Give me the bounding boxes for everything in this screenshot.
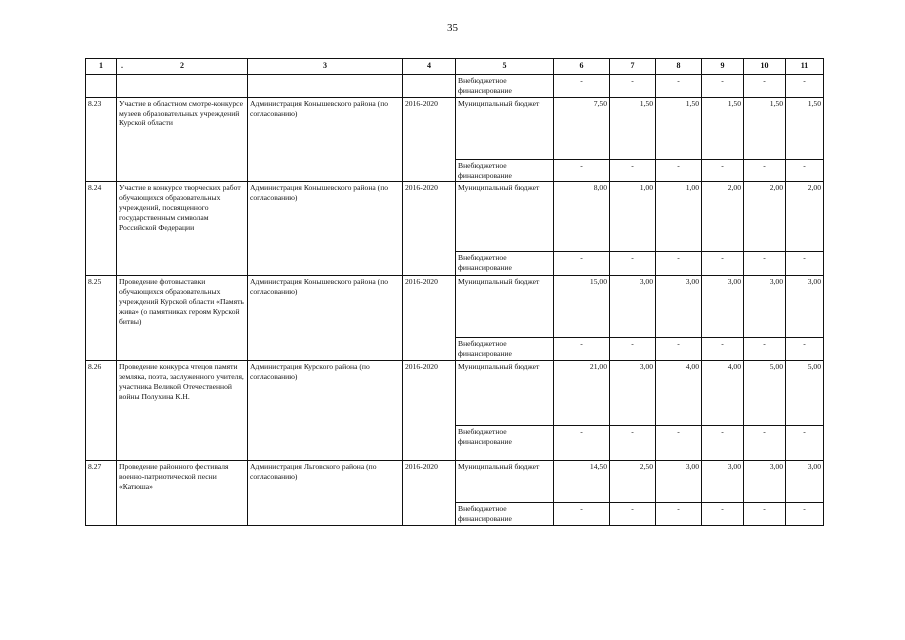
funding-source: Внебюджетное финансирование	[456, 75, 554, 98]
budget-table	[85, 58, 824, 526]
value-cell	[786, 182, 824, 252]
row-number: 8.25	[86, 276, 117, 361]
event-name: Участие в областном смотре-конкурсе музеев образовательных учреждений Курской области	[117, 97, 248, 182]
dash-cell: -	[656, 503, 702, 526]
header-cell: 9	[702, 59, 744, 75]
dash-cell: -	[610, 426, 656, 461]
value-cell	[610, 182, 656, 252]
value-cell	[554, 97, 610, 159]
value-text: 8,00	[593, 183, 607, 193]
dash-cell: -	[554, 159, 610, 182]
dash-cell: -	[744, 252, 786, 276]
header-cell: 10	[744, 59, 786, 75]
header-cell: 3	[248, 59, 403, 75]
dash-cell: -	[702, 252, 744, 276]
dash-cell: -	[786, 503, 824, 526]
dash-cell: -	[610, 159, 656, 182]
value-text: 1,00	[685, 183, 699, 193]
value-cell	[610, 361, 656, 426]
dash-cell: -	[610, 338, 656, 361]
value-text: 1,50	[807, 98, 821, 108]
dash-cell: -	[554, 426, 610, 461]
dash-cell: -	[656, 426, 702, 461]
funding-source: Муниципальный бюджет	[456, 276, 554, 338]
value-text: 21,00	[589, 362, 607, 372]
value-text: 3,00	[685, 277, 699, 287]
dash-cell: -	[702, 338, 744, 361]
value-text: 3,00	[639, 277, 653, 287]
dash-cell: -	[744, 503, 786, 526]
value-text: 3,00	[727, 277, 741, 287]
value-cell	[610, 97, 656, 159]
executor: Администрация Льговского района (по согласованию)	[248, 461, 403, 526]
dash-cell: -	[786, 159, 824, 182]
value-cell	[786, 461, 824, 503]
dash-cell: -	[656, 159, 702, 182]
funding-source: Муниципальный бюджет	[456, 361, 554, 426]
value-text: 4,00	[685, 362, 699, 372]
value-cell	[702, 97, 744, 159]
value-cell	[786, 276, 824, 338]
dash-cell: -	[744, 159, 786, 182]
row-number: 8.23	[86, 97, 117, 182]
value-cell	[702, 276, 744, 338]
value-text: 3,00	[769, 277, 783, 287]
event-name: Проведение фотовыставки обучающихся образовательных учреждений Курской области «Память жива» (о памятниках героям Курской битвы)	[117, 276, 248, 361]
value-text: 1,50	[639, 98, 653, 108]
value-text: 7,50	[593, 98, 607, 108]
period: 2016-2020	[403, 361, 456, 461]
value-text: 15,00	[589, 277, 607, 287]
value-cell	[744, 361, 786, 426]
value-cell	[656, 361, 702, 426]
funding-source: Внебюджетное финансирование	[456, 252, 554, 276]
header-cell: 8	[656, 59, 702, 75]
empty-cell	[403, 75, 456, 98]
row-number: 8.26	[86, 361, 117, 461]
dash-cell: -	[744, 338, 786, 361]
table-row	[86, 461, 824, 503]
value-cell	[554, 182, 610, 252]
table-row	[86, 361, 824, 426]
dash-cell: -	[786, 338, 824, 361]
dash-cell: -	[786, 252, 824, 276]
period: 2016-2020	[403, 276, 456, 361]
value-cell	[744, 461, 786, 503]
value-cell	[786, 361, 824, 426]
dash-cell: -	[744, 426, 786, 461]
period: 2016-2020	[403, 182, 456, 276]
page-number: 35	[447, 22, 458, 34]
dash-cell: -	[554, 338, 610, 361]
value-text: 1,00	[639, 183, 653, 193]
table-row	[86, 276, 824, 338]
funding-source: Внебюджетное финансирование	[456, 426, 554, 461]
value-text: 5,00	[769, 362, 783, 372]
row-number: 8.27	[86, 461, 117, 526]
value-text: 3,00	[639, 362, 653, 372]
value-text: 2,00	[727, 183, 741, 193]
dash-cell: -	[744, 75, 786, 98]
value-cell	[656, 276, 702, 338]
dash-cell: -	[702, 503, 744, 526]
dash-cell: -	[656, 338, 702, 361]
dash-cell: -	[786, 75, 824, 98]
dash-cell: -	[656, 75, 702, 98]
value-text: 1,50	[769, 98, 783, 108]
value-cell	[702, 182, 744, 252]
header-prefix: .	[121, 61, 123, 71]
empty-cell	[86, 75, 117, 98]
dash-cell: -	[554, 75, 610, 98]
event-name: Участие в конкурсе творческих работ обучающихся образовательных учреждений, посвященного государственным символам Российской Федерации	[117, 182, 248, 276]
dash-cell: -	[610, 503, 656, 526]
header-cell: 11	[786, 59, 824, 75]
value-cell	[744, 182, 786, 252]
value-cell	[554, 276, 610, 338]
executor: Администрация Курского района (по согласованию)	[248, 361, 403, 461]
value-cell	[702, 361, 744, 426]
funding-source: Муниципальный бюджет	[456, 461, 554, 503]
header-row	[86, 59, 824, 75]
value-text: 3,00	[685, 462, 699, 472]
value-cell	[656, 182, 702, 252]
value-cell	[702, 461, 744, 503]
value-text: 2,50	[639, 462, 653, 472]
extra-funding-row	[86, 75, 824, 98]
empty-cell	[248, 75, 403, 98]
funding-source: Внебюджетное финансирование	[456, 503, 554, 526]
value-cell	[744, 276, 786, 338]
period: 2016-2020	[403, 97, 456, 182]
dash-cell: -	[702, 159, 744, 182]
executor: Администрация Конышевского района (по согласованию)	[248, 276, 403, 361]
value-cell	[786, 97, 824, 159]
header-cell: 4	[403, 59, 456, 75]
dash-cell: -	[610, 252, 656, 276]
value-text: 1,50	[685, 98, 699, 108]
value-cell	[744, 97, 786, 159]
executor: Администрация Конышевского района (по согласованию)	[248, 97, 403, 182]
value-text: 5,00	[807, 362, 821, 372]
value-cell	[610, 276, 656, 338]
value-text: 14,50	[589, 462, 607, 472]
dash-cell: -	[656, 252, 702, 276]
value-text: 3,00	[807, 462, 821, 472]
funding-source: Внебюджетное финансирование	[456, 338, 554, 361]
header-cell: 5	[456, 59, 554, 75]
value-text: 2,00	[769, 183, 783, 193]
value-cell	[656, 97, 702, 159]
value-text: 1,50	[727, 98, 741, 108]
empty-cell	[117, 75, 248, 98]
header-cell: . 2	[117, 59, 248, 75]
dash-cell: -	[702, 75, 744, 98]
funding-source: Внебюджетное финансирование	[456, 159, 554, 182]
value-text: 4,00	[727, 362, 741, 372]
header-cell: 1	[86, 59, 117, 75]
event-name: Проведение районного фестиваля военно-патриотической песни «Катюша»	[117, 461, 248, 526]
value-cell	[610, 461, 656, 503]
row-number: 8.24	[86, 182, 117, 276]
period: 2016-2020	[403, 461, 456, 526]
dash-cell: -	[786, 426, 824, 461]
value-cell	[656, 461, 702, 503]
value-text: 3,00	[727, 462, 741, 472]
header-cell: 7	[610, 59, 656, 75]
value-text: 2,00	[807, 183, 821, 193]
value-cell	[554, 461, 610, 503]
dash-cell: -	[554, 252, 610, 276]
table-row	[86, 182, 824, 252]
value-text: 3,00	[807, 277, 821, 287]
funding-source: Муниципальный бюджет	[456, 182, 554, 252]
dash-cell: -	[702, 426, 744, 461]
funding-source: Муниципальный бюджет	[456, 97, 554, 159]
dash-cell: -	[610, 75, 656, 98]
table-row	[86, 97, 824, 159]
value-cell	[554, 361, 610, 426]
value-text: 3,00	[769, 462, 783, 472]
header-cell: 6	[554, 59, 610, 75]
event-name: Проведение конкурса чтецов памяти земляка, поэта, заслуженного учителя, участника Великой Отечественной войны Полухина К.Н.	[117, 361, 248, 461]
dash-cell: -	[554, 503, 610, 526]
executor: Администрация Конышевского района (по согласованию)	[248, 182, 403, 276]
